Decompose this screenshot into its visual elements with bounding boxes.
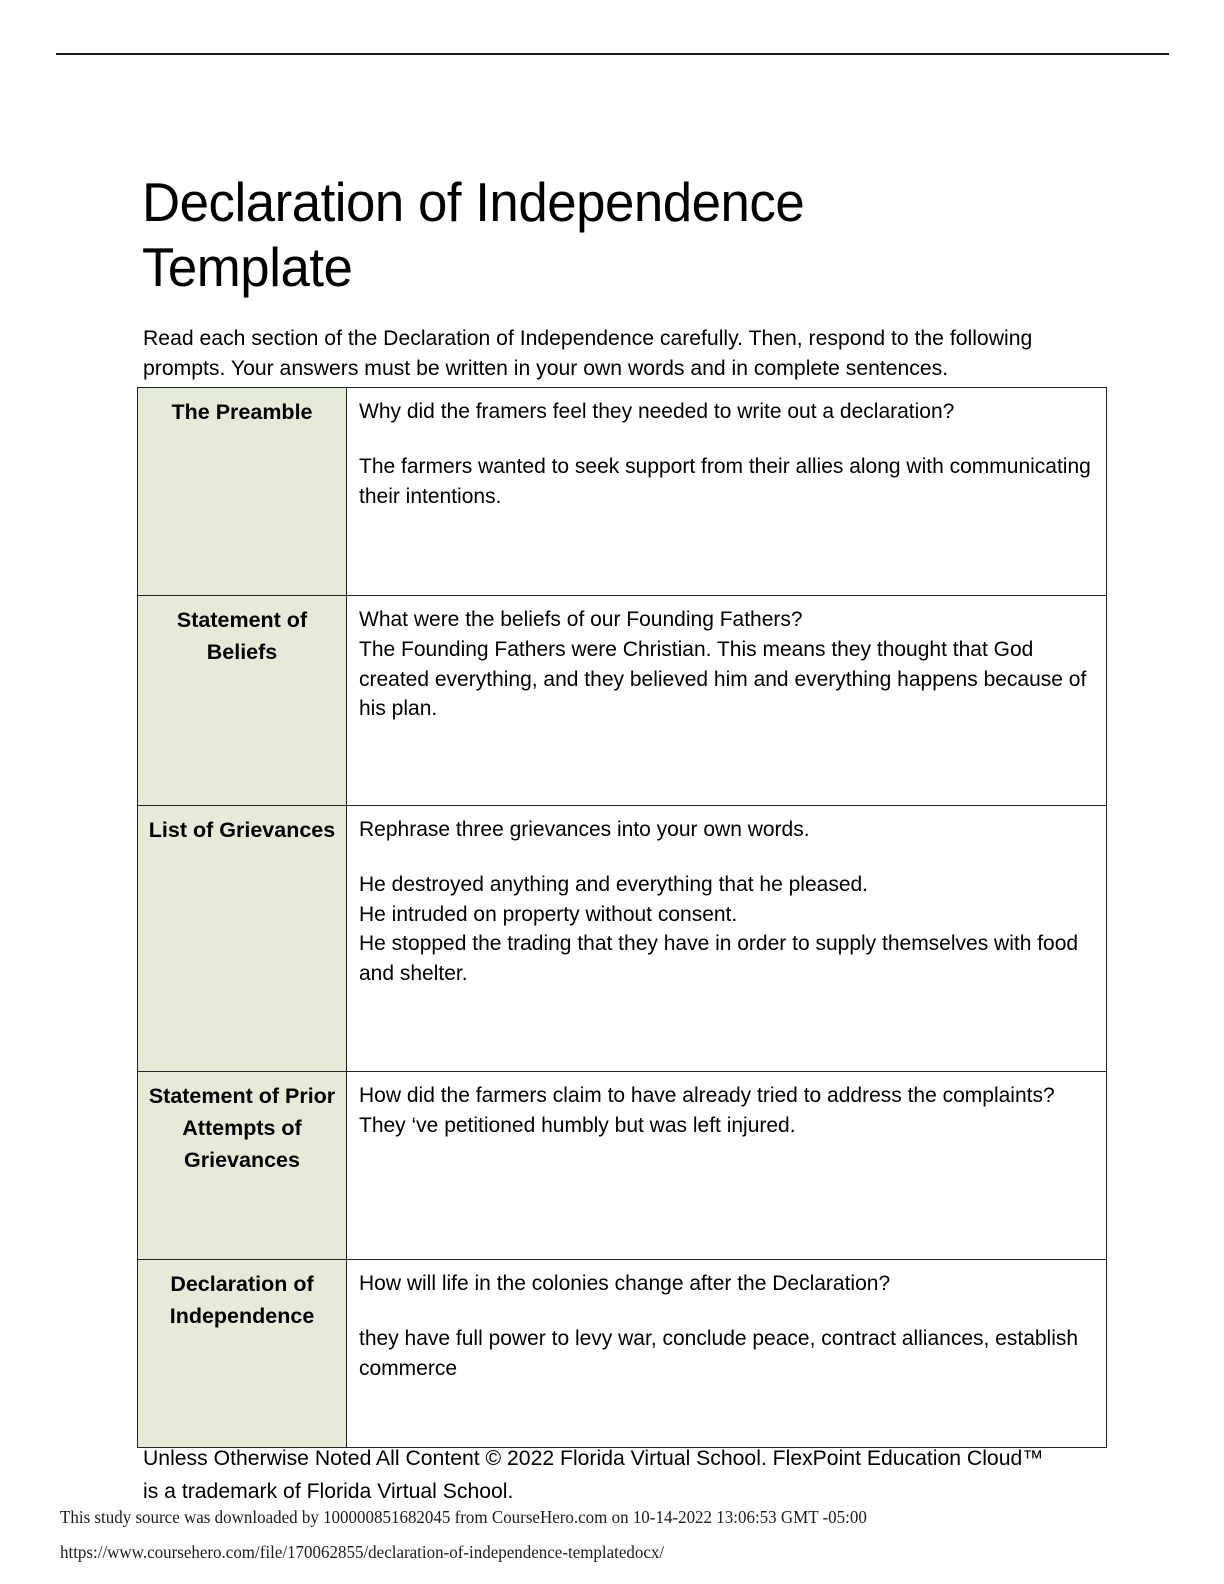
table-row	[138, 806, 1107, 1072]
prompt-text: How did the farmers claim to have already tried to address the complaints?	[359, 1084, 1055, 1107]
table-row	[138, 388, 1107, 596]
spacer	[359, 845, 1092, 870]
worksheet-table	[137, 387, 1107, 1448]
response-cell[interactable]	[347, 806, 1107, 1072]
answer-text: The Founding Fathers were Christian. This means they thought that God created everything, and they believed him and everything happens because of his plan.	[359, 637, 1087, 721]
section-label: List of Grievances	[148, 818, 336, 842]
section-label-cell	[138, 388, 347, 596]
table-row	[138, 1260, 1107, 1448]
answer-text: They ‘ve petitioned humbly but was left injured.	[359, 1113, 796, 1137]
page-title: Declaration of Independence Template	[142, 170, 805, 298]
prompt-text: How will life in the colonies change after the Declaration?	[359, 1272, 891, 1295]
section-label-cell	[138, 596, 347, 806]
prompt-text: Rephrase three grievances into your own words.	[359, 818, 810, 841]
answer-text: He destroyed anything and everything that he pleased.	[359, 872, 869, 896]
section-label-cell	[138, 806, 347, 1072]
table-row	[138, 596, 1107, 806]
section-label-cell	[138, 1072, 347, 1260]
section-label: Statement of Prior Attempts of Grievances	[148, 1084, 336, 1172]
copyright-notice: Unless Otherwise Noted All Content © 2022 Florida Virtual School. FlexPoint Education Cloud™ is a trademark of Florida Virtual School.	[143, 1446, 1044, 1503]
response-cell[interactable]	[347, 388, 1107, 596]
prompt-text: What were the beliefs of our Founding Fathers?	[359, 608, 803, 631]
section-label: Statement of Beliefs	[176, 608, 308, 664]
answer-text: He intruded on property without consent.	[359, 902, 738, 926]
instructions-paragraph: Read each section of the Declaration of Independence carefully. Then, respond to the following prompts. Your answers must be written in your own words and in complete sentences.	[143, 325, 1033, 381]
spacer	[359, 1299, 1092, 1324]
coursehero-watermark: This study source was downloaded by 100000851682045 from CourseHero.com on 10-14-2022 13:06:53 GMT -05:00	[60, 1507, 867, 1527]
response-cell[interactable]	[347, 596, 1107, 806]
answer-text: He stopped the trading that they have in order to supply themselves with food and shelter.	[359, 932, 1079, 986]
answer-text: The farmers wanted to seek support from their allies along with communicating their intentions.	[359, 454, 1091, 508]
answer-text: they have full power to levy war, conclude peace, contract alliances, establish commerce	[359, 1326, 1079, 1380]
header-rule	[56, 53, 1169, 55]
response-cell[interactable]	[347, 1072, 1107, 1260]
table-row	[138, 1072, 1107, 1260]
section-label: The Preamble	[171, 400, 313, 424]
section-label: Declaration of Independence	[169, 1272, 315, 1328]
prompt-text: Why did the framers feel they needed to write out a declaration?	[359, 400, 955, 423]
source-url-link[interactable]: https://www.coursehero.com/file/170062855/declaration-of-independence-templatedocx/	[60, 1542, 665, 1562]
section-label-cell	[138, 1260, 347, 1448]
response-cell[interactable]	[347, 1260, 1107, 1448]
spacer	[359, 427, 1092, 452]
